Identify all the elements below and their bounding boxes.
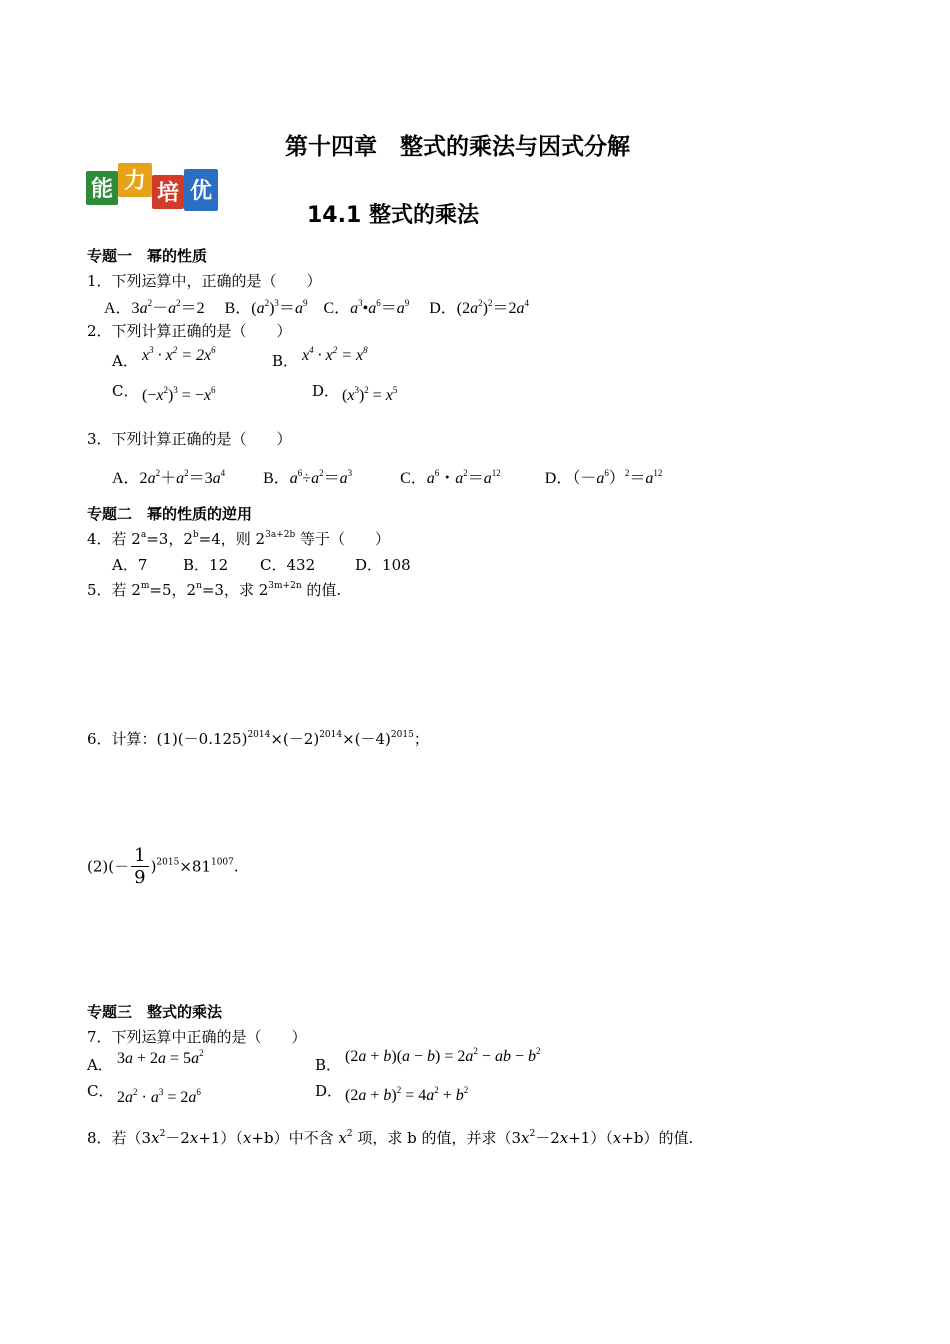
question-2-option-d-label: D．: [312, 382, 340, 400]
question-2-option-a: $x^3 \cdot x^2 = 2x^6$: [142, 345, 216, 364]
question-7-option-c: $2a^2 \cdot a^3 = 2a^6$: [117, 1087, 201, 1106]
question-2-option-b-label: B．: [272, 352, 299, 370]
question-2-option-d: $(x^3)^2 = x^5$: [342, 385, 398, 404]
question-7-option-d: $(2a + b)^2 = 4a^2 + b^2$: [345, 1085, 469, 1104]
fraction-one-ninth: $\frac{1}{9}$: [131, 846, 148, 889]
svg-text:力: 力: [123, 169, 147, 194]
question-7-option-a: $3a + 2a = 5a^2$: [117, 1048, 204, 1067]
question-6-part-2: (2)(－ $\frac{1}{9}$ )$^{2015}\times 81^{1007}$.: [87, 845, 239, 888]
question-5: 5．若 $2^m=5$，$2^n=3$，求 $2^{3m+2n}$ 的值.: [87, 581, 342, 599]
svg-text:能: 能: [90, 177, 114, 202]
question-5-suffix: 的值.: [306, 581, 342, 599]
question-6-part-2-label: (2): [87, 857, 109, 876]
svg-text:优: 优: [189, 179, 213, 204]
question-4-option-d: D．108: [355, 556, 411, 574]
question-7-option-b-label: B．: [315, 1056, 342, 1074]
question-2-stem: 2．下列计算正确的是（ ）: [87, 322, 292, 340]
question-2-option-c: $(-x^2)^3 = -x^6$: [142, 385, 216, 404]
question-2-option-b: $x^4 \cdot x^2 = x^8$: [302, 345, 368, 364]
question-7-option-c-label: C．: [87, 1082, 114, 1100]
question-4-option-b: B．12: [183, 556, 229, 574]
question-4-option-c: C．432: [260, 556, 316, 574]
question-7-option-d-label: D．: [315, 1082, 343, 1100]
question-8: 8．若$(3x^2-2x+1)(x+b)$中不含 $x^2$ 项，求 b 的值，并求$(3x^2-2x+1)(x+b)$的值.: [87, 1129, 694, 1147]
svg-text:培: 培: [156, 181, 180, 206]
question-2-option-a-label: A．: [112, 352, 138, 370]
question-8-prefix: 8．若: [87, 1129, 127, 1147]
topic-heading-3: 专题三 整式的乘法: [87, 1003, 223, 1021]
section-title: 14.1 整式的乘法: [307, 203, 479, 228]
question-6-part-1: 6．计算：$(1)(-0.125)^{2014}\times(-2)^{2014}\times(-4)^{2015}$；: [87, 730, 429, 748]
question-7-stem: 7．下列运算中正确的是（ ）: [87, 1028, 307, 1046]
question-2-option-c-label: C．: [112, 382, 139, 400]
question-4-stem: 4．若 $2^a=3$，$2^b=4$，则 $2^{3a+2b}$ 等于（ ）: [87, 530, 390, 548]
question-5-prefix: 5．若: [87, 581, 127, 599]
question-3-options: A．$2a^2+a^2=3a^4$ B．$a^6\div a^2=a^3$ C．$a^6$・$a^2=a^{12}$ D．$(-a^6)^2=a^{12}$: [112, 468, 663, 487]
chapter-title: 第十四章 整式的乘法与因式分解: [285, 134, 630, 160]
logo-image: [86, 163, 220, 213]
question-7-option-b: $(2a + b)(a - b) = 2a^2$ − ab − $b^2$: [345, 1046, 541, 1065]
question-6-label: 6．计算：: [87, 730, 157, 748]
question-1-options: A．$3a^2-a^2=2$ B．$(a^2)^3=a^9$ C．$a^3•a^6=a^9$ D．$(2a^2)^2=2a^4$: [104, 298, 529, 317]
question-7-option-a-label: A．: [87, 1056, 113, 1074]
question-4-option-a: A．7: [112, 556, 148, 574]
question-1-stem: 1．下列运算中，正确的是（ ）: [87, 272, 322, 290]
topic-heading-2: 专题二 幂的性质的逆用: [87, 505, 253, 523]
topic-heading-1: 专题一 幂的性质: [87, 247, 208, 265]
question-3-stem: 3．下列计算正确的是（ ）: [87, 430, 292, 448]
